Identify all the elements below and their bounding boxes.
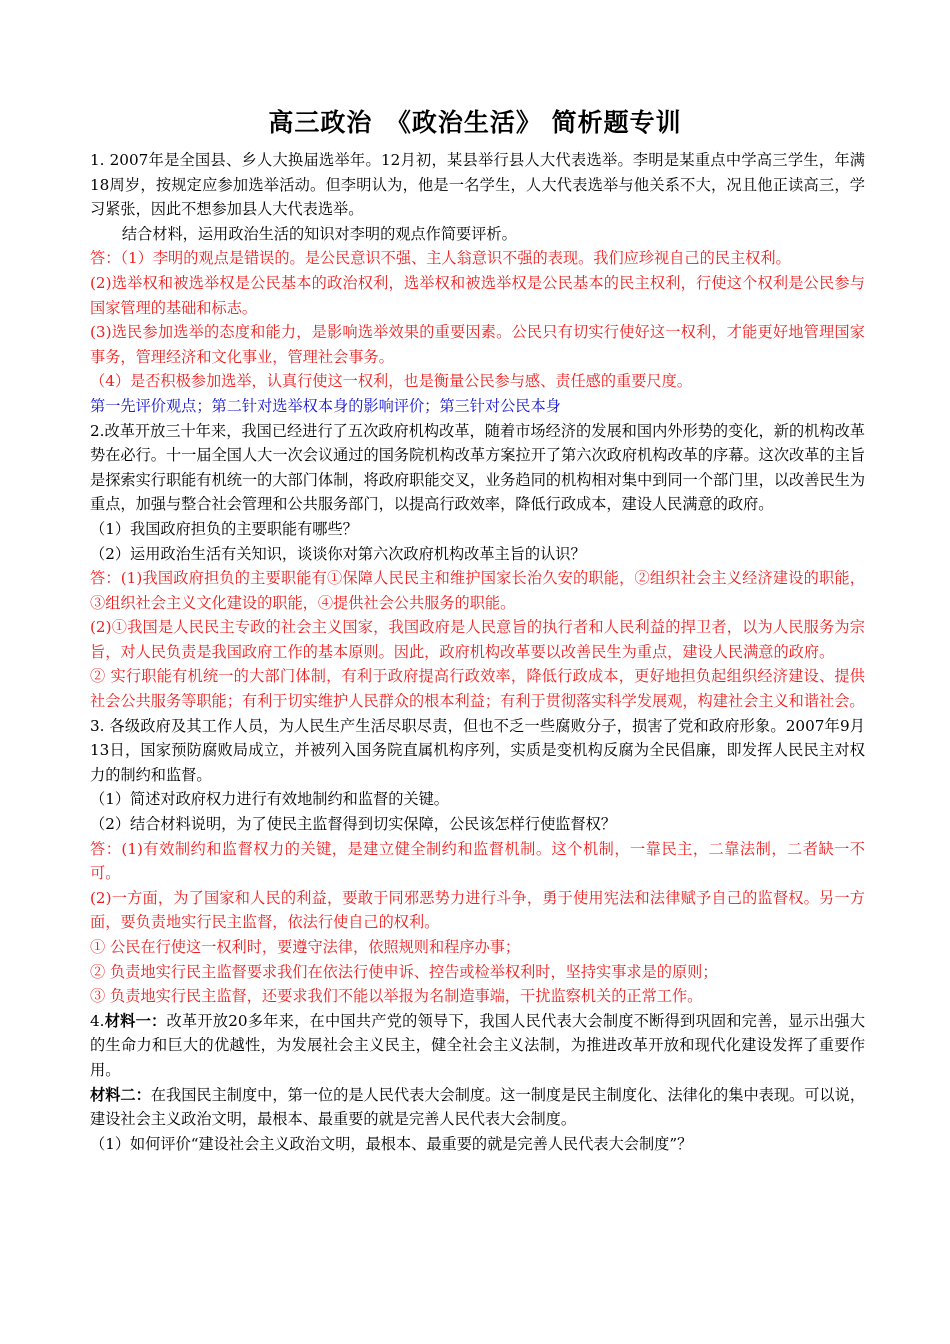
question-3-answer-2: (2)一方面，为了国家和人民的利益，要敢于同邪恶势力进行斗争，勇于使用宪法和法律赋予自己的监督权。另一方面，要负责地实行民主监督，依法行使自己的权利。 [90,888,865,932]
question-3-answer-5: ③ 负责地实行民主监督，还要求我们不能以举报为名制造事端，干扰监察机关的正常工作。 [90,987,703,1006]
document-body [90,148,865,1156]
question-1-answer-4: （4）是否积极参加选举，认真行使这一权利，也是衡量公民参与感、责任感的重要尺度。 [90,372,692,391]
question-4-material-1 [90,1009,865,1083]
question-3-answer-1: 答：(1)有效制约和监督权力的关键，是建立健全制约和监督机制。这个机制，一靠民主，二靠法制，二者缺一不可。 [90,839,865,883]
question-3-sub-2: （2）结合材料说明，为了使民主监督得到切实保障，公民该怎样行使监督权？ [90,815,617,834]
page-title: 高三政治 《政治生活》 简析题专训 [268,108,682,137]
question-4-material-2 [90,1083,865,1132]
question-3-stem: 3. 各级政府及其工作人员，为人民生产生活尽职尽责，但也不乏一些腐败分子，损害了党和政府形象。2007年9月13日，国家预防腐败局成立，并被列入国务院直属机构序列，实质是变机构反腐为全民倡廉，即发挥人民民主对权力的制约和监督。 [90,716,865,784]
question-3-answer-3: ① 公民在行使这一权利时，要遵守法律，依照规则和程序办事； [90,938,521,956]
question-1-note: 第一先评价观点；第二针对选举权本身的影响评价；第三针对公民本身 [90,396,561,415]
question-1-stem: 1. 2007年是全国县、乡人大换届选举年。12月初，某县举行县人大代表选举。李明是某重点中学高三学生，年满18周岁，按规定应参加选举活动。但李明认为，他是一名学生，人大代表选举与他关系不大，况且他正读高三，学习紧张，因此不想参加县人大代表选举。 [90,151,865,219]
question-2-answer-3: ② 实行职能有机统一的大部门体制，有利于政府提高行政效率，降低行政成本，更好地担负起组织经济建设、提供社会公共服务等职能；有利于切实维护人民群众的根本利益；有利于贯彻落实科学发展观，构建社会主义和谐社会。 [90,667,865,711]
question-2-stem: 2.改革开放三十年来，我国已经进行了五次政府机构改革，随着市场经济的发展和国内外形势的变化，新的机构改革势在必行。十一届全国人大一次会议通过的国务院机构改革方案拉开了第六次政府机构改革的序幕。这次改革的主旨是探索实行职能有机统一的大部门体制，将政府职能交叉，业务趋同的机构相对集中到同一个部门里，以改善民生为重点，加强与整合社会管理和公共服务部门，以提高行政效率，降低行政成本，建设人民满意的政府。 [90,421,865,514]
question-4-number: 4. [90,1011,105,1030]
question-1-task: 结合材料，运用政治生活的知识对李明的观点作简要评析。 [121,224,517,243]
question-3-answer-4: ② 负责地实行民主监督要求我们在依法行使申诉、控告或检举权利时，坚持实事求是的原则； [90,962,718,981]
question-2-sub-2: （2）运用政治生活有关知识，谈谈你对第六次政府机构改革主旨的认识？ [90,544,586,563]
material-2-text: 在我国民主制度中，第一位的是人民代表大会制度。这一制度是民主制度化、法律化的集中表现。可以说，建设社会主义政治文明，最根本、最重要的就是完善人民代表大会制度。 [90,1085,866,1129]
question-2-answer-2: (2)①我国是人民民主专政的社会主义国家，我国政府是人民意旨的执行者和人民利益的捍卫者，以为人民服务为宗旨，对人民负责是我国政府工作的基本原则。因此，政府机构改革要以改善民生为重点，建设人民满意的政府。 [90,618,865,661]
question-1-answer-3: (3)选民参加选举的态度和能力，是影响选举效果的重要因素。公民只有切实行使好这一权利，才能更好地管理国家事务，管理经济和文化事业，管理社会事务。 [90,323,865,366]
material-1-text: 改革开放20多年来，在中国共产党的领导下，我国人民代表大会制度不断得到巩固和完善，显示出强大的生命力和巨大的优越性，为发展社会主义民主，健全社会主义法制，为推进改革开放和现代化建设发挥了重要作用。 [90,1011,866,1079]
question-3-sub-1: （1）简述对政府权力进行有效地制约和监督的关键。 [90,790,449,809]
question-4-sub-1: （1）如何评价“建设社会主义政治文明，最根本、最重要的就是完善人民代表大会制度”？ [90,1134,693,1153]
question-2-answer-1: 答：(1)我国政府担负的主要职能有①保障人民民主和维护国家长治久安的职能，②组织社会主义经济建设的职能，③组织社会主义文化建设的职能，④提供社会公共服务的职能。 [90,569,865,612]
question-1-answer-1: 答：（1）李明的观点是错误的。是公民意识不强、主人翁意识不强的表现。我们应珍视自己的民主权利。 [90,249,791,268]
question-2-sub-1: （1）我国政府担负的主要职能有哪些？ [90,519,358,538]
question-1-answer-2: (2)选举权和被选举权是公民基本的政治权利，选举权和被选举权是公民基本的民主权利，行使这个权利是公民参与国家管理的基础和标志。 [90,273,865,317]
material-2-label: 材料二： [90,1085,151,1104]
material-1-label: 材料一： [104,1011,167,1030]
